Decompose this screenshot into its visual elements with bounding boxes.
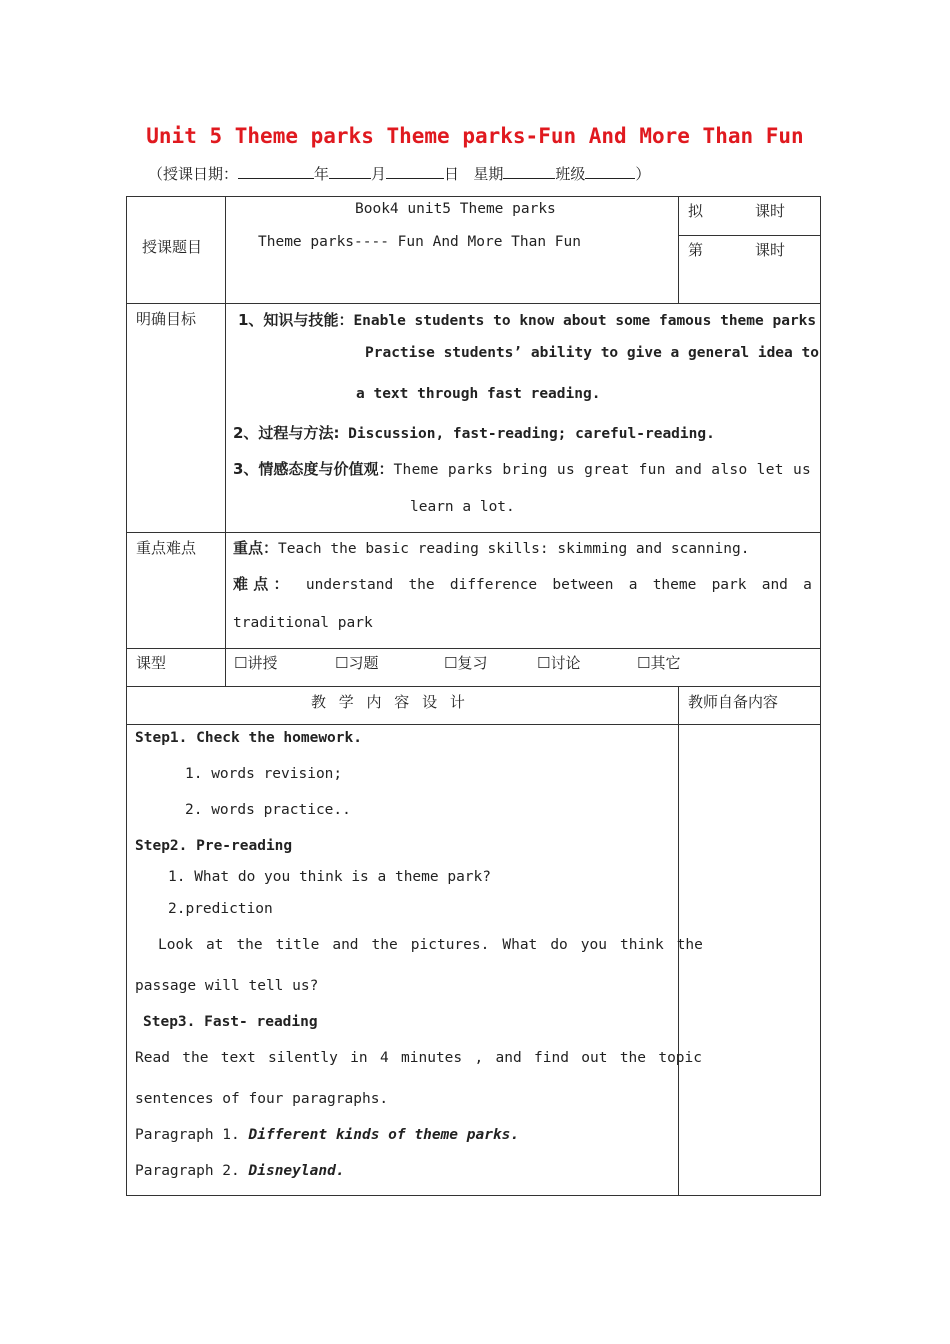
step-2-item-d: passage will tell us?	[135, 978, 319, 994]
teacher-header: 教师自备内容	[688, 693, 779, 711]
date-weekday-blank	[503, 164, 555, 179]
key-2-head: 难 点 ：	[233, 575, 289, 593]
di-label: 第	[688, 241, 704, 259]
step-2-item-c: Look at the title and the pictures. What do you think the	[158, 937, 703, 953]
key-2	[233, 573, 812, 594]
goal-3-text: Theme parks bring us great fun and also let us	[393, 462, 812, 478]
step-3-item-b: sentences of four paragraphs.	[135, 1091, 389, 1107]
date-year-label: 年	[314, 165, 330, 183]
step-1-title: Step1. Check the homework.	[135, 730, 362, 746]
goal-3	[233, 458, 811, 479]
goal-1-line2: Practise students’ ability to give a general idea to	[365, 345, 819, 361]
step-2-title: Step2. Pre-reading	[135, 838, 293, 854]
paragraph-1-label: Paragraph 1.	[135, 1127, 249, 1143]
step-1-item-a: 1. words revision;	[185, 766, 343, 782]
table-border-right	[820, 196, 821, 1196]
step-3-item-a: Read the text silently in 4 minutes , and find out the topic	[135, 1050, 702, 1066]
date-line	[148, 163, 650, 184]
keshi-label-2: 课时	[755, 241, 786, 259]
date-day-label: 日	[444, 165, 460, 183]
content-header: 教 学 内 容 设 计	[311, 693, 469, 711]
table-border-top	[126, 196, 821, 197]
step-2-item-a: 1. What do you think is a theme park?	[168, 869, 492, 885]
goal-1-text: Enable students to know about some famous theme parks	[353, 313, 817, 329]
key-1-text: Teach the basic reading skills: skimming and scanning.	[278, 541, 750, 557]
type-option-lecture[interactable]: ☐讲授	[234, 654, 278, 672]
date-weekday-label: 星期	[473, 165, 504, 183]
table-line	[225, 196, 226, 686]
table-line	[678, 235, 821, 236]
step-2-item-b: 2.prediction	[168, 901, 273, 917]
key-label: 重点难点	[136, 539, 197, 557]
topic-line2: Theme parks---- Fun And More Than Fun	[258, 234, 582, 250]
type-option-discussion[interactable]: ☐讨论	[537, 654, 581, 672]
paragraph-2	[135, 1163, 345, 1179]
table-line	[678, 196, 679, 304]
topic-label: 授课题目	[142, 238, 203, 256]
date-year-blank	[238, 164, 314, 179]
table-line	[126, 303, 821, 304]
date-close: ）	[635, 165, 651, 183]
page-title: Unit 5 Theme parks Theme parks-Fun And More Than Fun	[146, 124, 804, 148]
paragraph-1-text: Different kinds of theme parks.	[248, 1127, 520, 1143]
type-option-review[interactable]: ☐复习	[444, 654, 488, 672]
goal-3-line2: learn a lot.	[410, 499, 515, 515]
step-1-item-b: 2. words practice..	[185, 802, 351, 818]
key-1	[233, 537, 749, 558]
table-line	[126, 648, 821, 649]
key-2-line2: traditional park	[233, 615, 373, 631]
date-day-blank	[386, 164, 444, 179]
key-1-head: 重点：	[233, 539, 279, 557]
date-month-label: 月	[371, 165, 387, 183]
topic-line1: Book4 unit5 Theme parks	[355, 201, 556, 217]
type-label: 课型	[136, 654, 167, 672]
goal-1	[238, 309, 816, 330]
table-border-left	[126, 196, 127, 1196]
keshi-label-1: 课时	[755, 202, 786, 220]
table-border-bottom	[126, 1195, 821, 1196]
paragraph-2-label: Paragraph 2.	[135, 1163, 249, 1179]
goal-2-head: 2、过程与方法:	[233, 424, 340, 442]
goals-label: 明确目标	[136, 310, 197, 328]
goal-1-head: 1、知识与技能：	[238, 311, 354, 329]
type-option-exercise[interactable]: ☐习题	[335, 654, 379, 672]
date-open: （授课日期：	[148, 165, 239, 183]
goal-3-head: 3、情感态度与价值观：	[233, 460, 394, 478]
table-line	[126, 724, 821, 725]
table-line	[126, 686, 821, 687]
goal-2-text: Discussion, fast-reading; careful-reading.	[339, 426, 715, 442]
date-class-label: 班级	[555, 165, 586, 183]
paragraph-2-text: Disneyland.	[248, 1163, 345, 1179]
paragraph-1	[135, 1127, 519, 1143]
goal-2	[233, 422, 715, 443]
step-3-title: Step3. Fast- reading	[143, 1014, 318, 1030]
key-2-text: understand the difference between a theme park and a	[305, 577, 812, 593]
table-line	[126, 532, 821, 533]
ni-label: 拟	[688, 202, 704, 220]
type-option-other[interactable]: ☐其它	[637, 654, 681, 672]
goal-1-line3: a text through fast reading.	[356, 386, 601, 402]
date-class-blank	[585, 164, 635, 179]
date-month-blank	[329, 164, 371, 179]
